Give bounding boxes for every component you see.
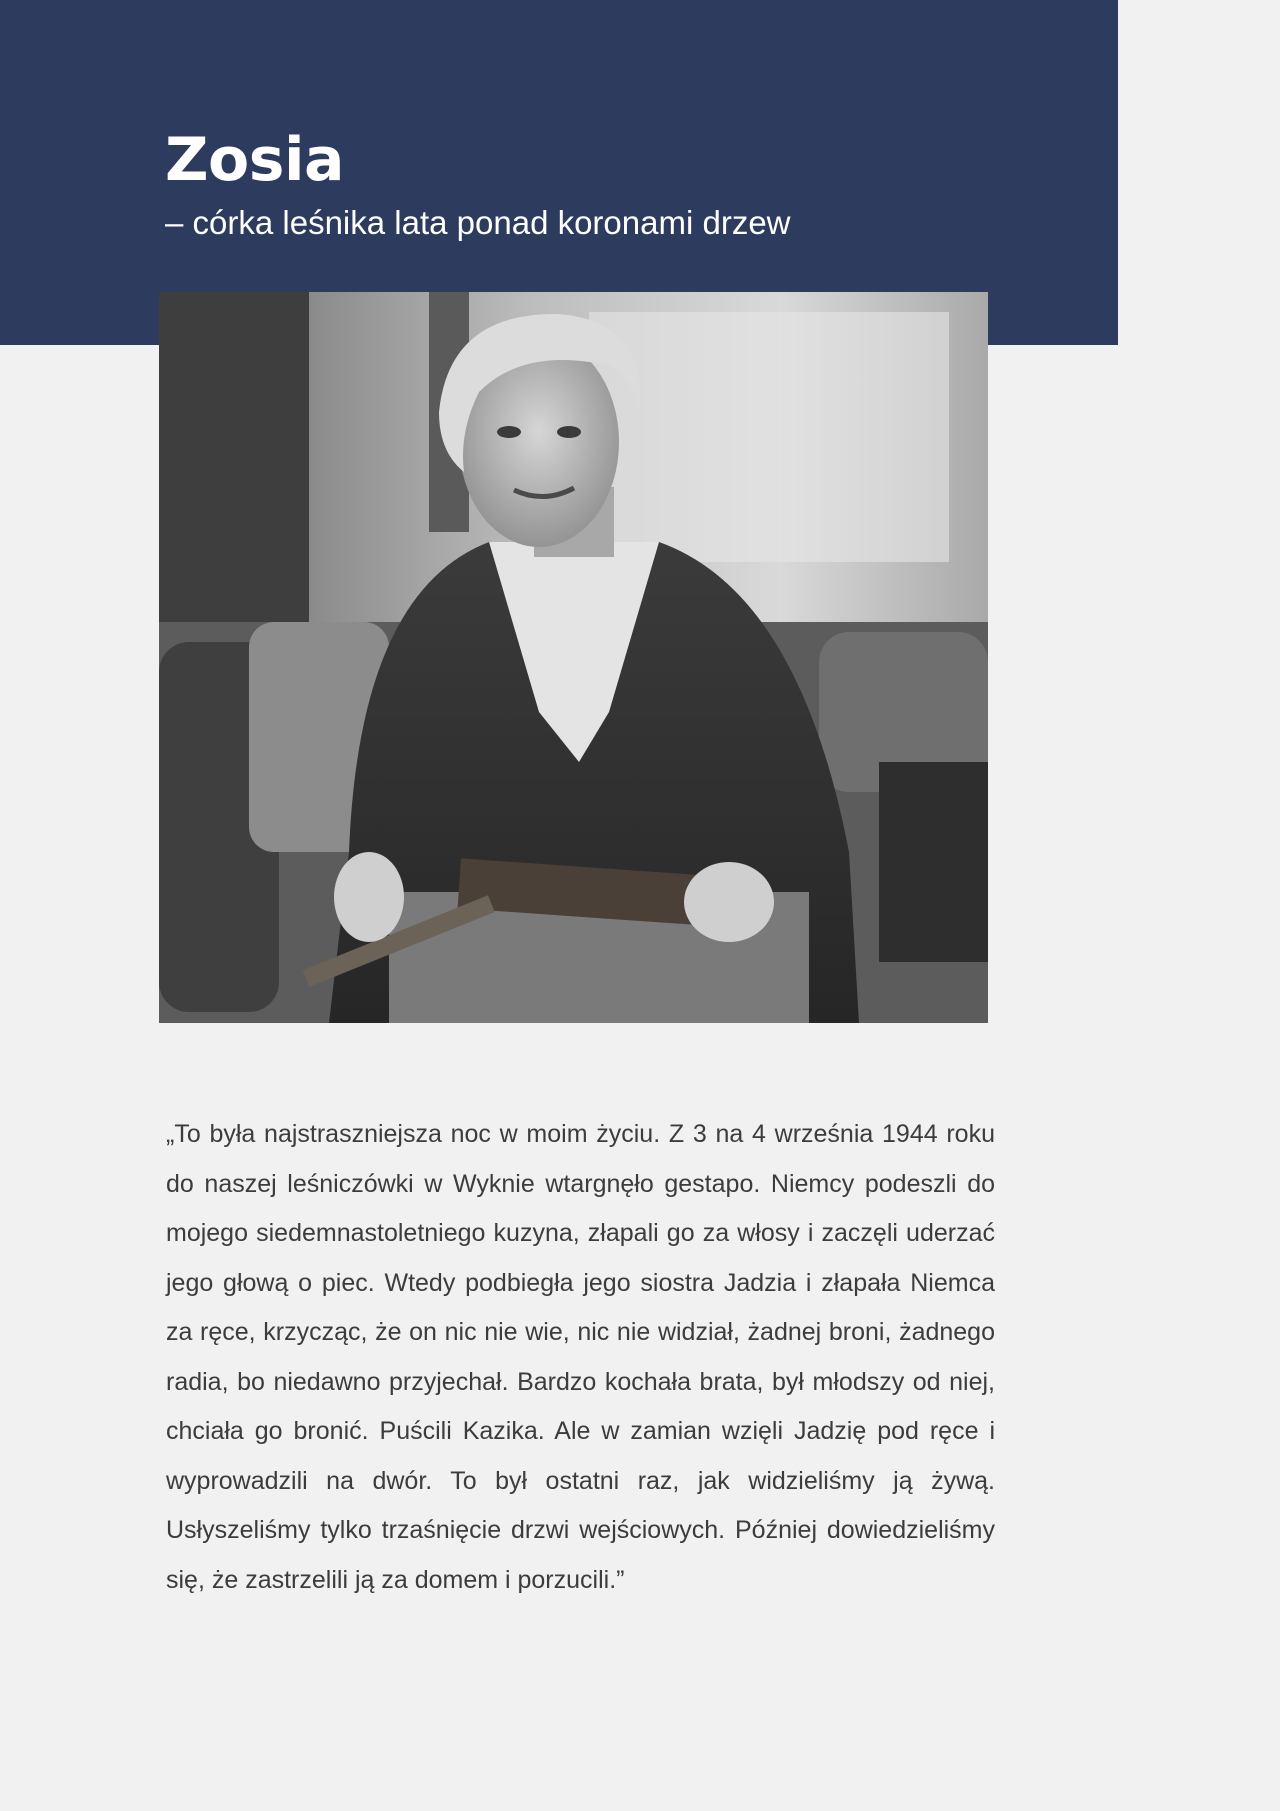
page-subtitle: – córka leśnika lata ponad koronami drzew — [165, 204, 791, 241]
quote-text: „To była najstraszniejsza noc w moim życiu. Z 3 na 4 września 1944 roku do naszej leśniczówki w Wyknie wtargnęło gestapo. Niemcy podeszli do mojego siedemnastoletniego kuzyna, złapali go za włosy i zaczęli uderzać jego głową o piec. Wtedy podbiegła jego siostra Jadzia i złapała Niemca za ręce, krzycząc, że on nic nie wie, nic nie widział, żadnej broni, żadnego radia, bo niedawno przyjechał. Bardzo kochała brata, był młodszy od niej, chciała go bronić. Puścili Kazika. Ale w zamian wzięli Jadzię pod ręce i wyprowadzili na dwór. To był ostatni raz, jak widzieliśmy ją żywą. Usłyszeliśmy tylko trzaśnięcie drzwi wejściowych. Później dowiedzieliśmy się, że zastrzelili ją za domem i porzucili.” — [166, 1120, 995, 1594]
page-title: Zosia — [165, 125, 344, 195]
portrait-photo-image — [159, 292, 988, 1023]
portrait-photo — [159, 292, 988, 1023]
